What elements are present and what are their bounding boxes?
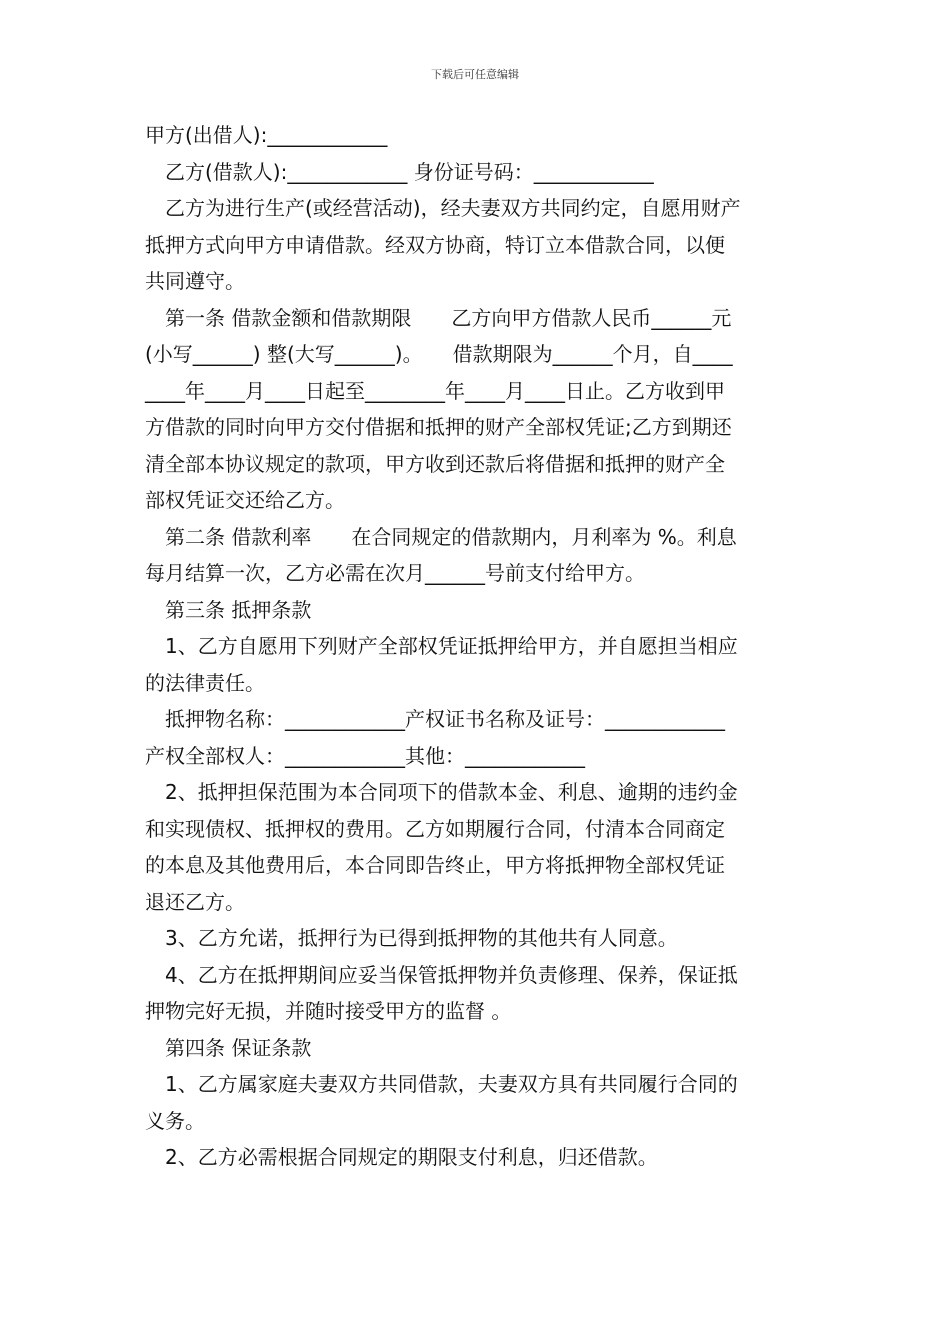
contract-line: 第一条 借款金额和借款期限 乙方向甲方借款人民币______元 [165, 305, 732, 330]
contract-line: 清全部本协议规定的款项，甲方收到还款后将借据和抵押的财产全 [145, 451, 725, 476]
contract-line: 的本息及其他费用后，本合同即告终止，甲方将抵押物全部权凭证 [145, 853, 725, 877]
contract-line: 第二条 借款利率 在合同规定的借款期内，月利率为 %。利息 [165, 524, 737, 549]
contract-body [145, 117, 807, 1176]
contract-line: 4、乙方在抵押期间应妥当保管抵押物并负责修理、保养，保证抵 [165, 962, 738, 987]
contract-line: 第四条 保证条款 [165, 1035, 312, 1060]
page-header-note: 下载后可任意编辑 [431, 68, 519, 81]
contract-line: 乙方为进行生产(或经营活动)，经夫妻双方共同约定，自愿用财产 [165, 196, 741, 220]
contract-line: 抵押物名称：____________产权证书名称及证号：____________ [165, 707, 725, 731]
contract-line: 产权全部权人：____________其他：____________ [145, 743, 585, 768]
contract-line: 义务。 [145, 1108, 205, 1133]
contract-line: 1、乙方属家庭夫妻双方共同借款，夫妻双方具有共同履行合同的 [165, 1072, 738, 1096]
contract-line: 抵押方式向甲方申请借款。经双方协商，特订立本借款合同，以便 [145, 232, 725, 257]
contract-line: (小写______) 整(大写______)。 借款期限为______个月，自____ [145, 342, 733, 366]
contract-line: 共同遵守。 [145, 269, 245, 293]
contract-line: 退还乙方。 [145, 889, 245, 914]
contract-line: 第三条 抵押条款 [165, 597, 312, 622]
contract-line: ____年____月____日起至________年____月____日止。乙方收到甲 [145, 378, 725, 403]
contract-line: 乙方(借款人):____________ 身份证号码：____________ [165, 159, 654, 184]
contract-line: 的法律责任。 [145, 670, 265, 695]
contract-line: 甲方(出借人):____________ [145, 123, 388, 147]
contract-line: 方借款的同时向甲方交付借据和抵押的财产全部权凭证;乙方到期还 [145, 415, 732, 439]
contract-line: 部权凭证交还给乙方。 [145, 488, 345, 512]
contract-line: 2、乙方必需根据合同规定的期限支付利息，归还借款。 [165, 1145, 658, 1169]
contract-line: 每月结算一次，乙方必需在次月______号前支付给甲方。 [145, 561, 645, 585]
contract-line: 和实现债权、抵押权的费用。乙方如期履行合同，付清本合同商定 [145, 816, 725, 841]
contract-line: 3、乙方允诺，抵押行为已得到抵押物的其他共有人同意。 [165, 926, 678, 950]
contract-line: 押物完好无损，并随时接受甲方的监督 。 [145, 999, 512, 1023]
contract-line: 2、抵押担保范围为本合同项下的借款本金、利息、逾期的违约金 [165, 780, 738, 804]
contract-line: 1、乙方自愿用下列财产全部权凭证抵押给甲方，并自愿担当相应 [165, 634, 738, 658]
